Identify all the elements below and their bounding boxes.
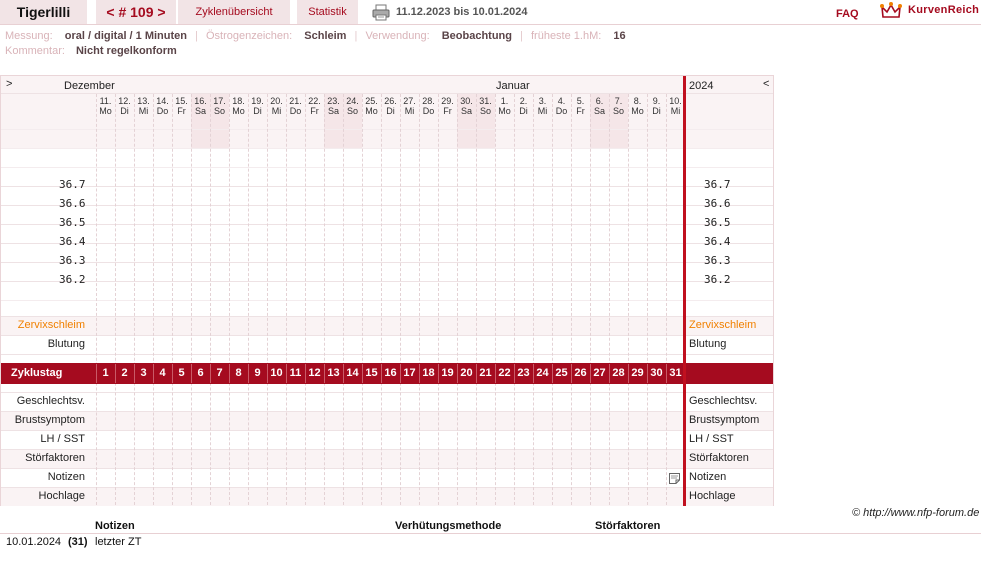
cycle-day-divider xyxy=(533,364,534,383)
day-header-cell[interactable] xyxy=(381,96,400,116)
symptom-row-label-right: Brustsymptom xyxy=(689,414,760,426)
day-header-cell[interactable] xyxy=(96,96,115,116)
day-header-cell[interactable] xyxy=(267,96,286,116)
symptom-row-label-left: Geschlechtsv. xyxy=(16,395,85,407)
symptom-row-label-right: Notizen xyxy=(689,471,727,483)
temperature-gridline xyxy=(1,167,773,168)
temperature-gridline xyxy=(1,205,773,206)
day-date: 9. xyxy=(652,96,661,106)
copyright-text: © http://www.nfp-forum.de xyxy=(852,507,980,519)
separator: | xyxy=(195,30,198,42)
printer-icon[interactable] xyxy=(372,4,390,21)
day-weekday: Sa xyxy=(593,106,605,116)
temperature-gridline xyxy=(1,243,773,244)
day-header-cell[interactable] xyxy=(514,96,533,116)
hm-label: früheste 1.hM: xyxy=(530,30,602,42)
cycle-day-number[interactable]: 27 xyxy=(593,367,606,379)
day-weekday: Fr xyxy=(177,106,186,116)
blutung-label-right: Blutung xyxy=(689,338,727,350)
cycle-day-divider xyxy=(210,364,211,383)
symptom-row-label-right: LH / SST xyxy=(689,433,734,445)
day-gridline xyxy=(514,94,515,505)
day-date: 31. xyxy=(479,96,492,106)
oestrogen-label: Östrogenzeichen: xyxy=(205,30,293,42)
day-weekday: Do xyxy=(555,106,568,116)
cycle-day-number[interactable]: 20 xyxy=(460,367,473,379)
temperature-gridline xyxy=(1,148,773,149)
day-gridline xyxy=(191,94,192,505)
messung-label: Messung: xyxy=(5,30,53,42)
temperature-gridline xyxy=(1,186,773,187)
day-date: 16. xyxy=(194,96,207,106)
year-label: 2024 xyxy=(689,80,714,92)
day-gridline xyxy=(400,94,401,505)
temperature-gridline xyxy=(1,262,773,263)
note-cycle-day: (31) xyxy=(68,536,88,548)
day-date: 18. xyxy=(232,96,245,106)
day-header-cell[interactable] xyxy=(153,96,172,116)
cycle-day-divider xyxy=(495,364,496,383)
day-weekday: Mo xyxy=(99,106,112,116)
temperature-label-right: 36.4 xyxy=(704,235,731,248)
symptom-row xyxy=(1,449,773,468)
messung-value: oral / digital / 1 Minuten xyxy=(64,30,187,42)
crown-icon[interactable] xyxy=(880,2,902,20)
day-weekday: Mo xyxy=(631,106,644,116)
day-date: 20. xyxy=(270,96,283,106)
day-date: 1. xyxy=(500,96,509,106)
day-header-cell[interactable] xyxy=(609,96,628,116)
kommentar-label: Kommentar: xyxy=(5,45,65,57)
day-gridline xyxy=(647,94,648,505)
cycle-day-divider xyxy=(647,364,648,383)
kommentar-value: Nicht regelkonform xyxy=(75,45,177,57)
day-date: 5. xyxy=(576,96,585,106)
cycle-day-divider xyxy=(571,364,572,383)
cycle-day-divider xyxy=(191,364,192,383)
day-date: 26. xyxy=(384,96,397,106)
day-weekday: Di xyxy=(519,106,528,116)
cycle-day-divider xyxy=(324,364,325,383)
day-date: 6. xyxy=(595,96,604,106)
day-header-cell[interactable] xyxy=(533,96,552,116)
cycle-day-number[interactable]: 22 xyxy=(498,367,511,379)
symptom-row xyxy=(1,468,773,487)
day-gridline xyxy=(96,94,97,505)
day-weekday: Mi xyxy=(537,106,548,116)
day-weekday: Sa xyxy=(194,106,206,116)
day-gridline xyxy=(381,94,382,505)
day-date: 22. xyxy=(308,96,321,106)
day-weekday: Di xyxy=(386,106,395,116)
symptom-row xyxy=(1,411,773,430)
gridline xyxy=(1,316,773,317)
nav-next-arrow[interactable]: < xyxy=(763,78,770,90)
temperature-label-left: 36.3 xyxy=(59,254,86,267)
cycle-day-number[interactable]: 30 xyxy=(650,367,663,379)
cycle-day-number[interactable]: 24 xyxy=(536,367,549,379)
day-gridline xyxy=(286,94,287,505)
day-header-cell[interactable] xyxy=(628,96,647,116)
cycle-day-number[interactable]: 8 xyxy=(235,367,242,379)
cycle-day-number[interactable]: 10 xyxy=(270,367,283,379)
faq-link[interactable]: FAQ xyxy=(836,8,859,20)
cycle-day-number[interactable]: 7 xyxy=(216,367,223,379)
day-header-cell[interactable] xyxy=(400,96,419,116)
month-label-december: Dezember xyxy=(64,80,115,92)
day-weekday: Fr xyxy=(310,106,319,116)
day-weekday: Mo xyxy=(365,106,378,116)
separator: | xyxy=(520,30,523,42)
symptom-row-label-left: Störfaktoren xyxy=(25,452,85,464)
cycle-day-number[interactable]: 26 xyxy=(574,367,587,379)
cycle-day-divider xyxy=(343,364,344,383)
gridline xyxy=(1,468,773,469)
temperature-label-left: 36.5 xyxy=(59,216,86,229)
day-weekday: Mi xyxy=(404,106,415,116)
cycle-day-number[interactable]: 29 xyxy=(631,367,644,379)
day-date: 11. xyxy=(99,96,112,106)
cycle-day-divider xyxy=(552,364,553,383)
day-weekday: Di xyxy=(652,106,661,116)
day-gridline xyxy=(666,94,667,505)
day-date: 15. xyxy=(175,96,188,106)
day-weekday: Mi xyxy=(138,106,149,116)
month-label-january: Januar xyxy=(496,80,530,92)
zervix-row xyxy=(1,316,773,335)
symptom-row xyxy=(1,487,773,506)
cycle-day-number[interactable]: 19 xyxy=(441,367,454,379)
nav-prev-arrow[interactable]: > xyxy=(6,78,13,90)
day-header-cell[interactable] xyxy=(476,96,495,116)
cycle-day-number[interactable]: 9 xyxy=(254,367,261,379)
temperature-label-right: 36.2 xyxy=(704,273,731,286)
cycle-day-number[interactable]: 3 xyxy=(140,367,147,379)
cycle-day-number[interactable]: 13 xyxy=(327,367,340,379)
day-date: 4. xyxy=(557,96,566,106)
day-weekday: Do xyxy=(156,106,169,116)
symptom-row-label-right: Hochlage xyxy=(689,490,736,502)
symptom-row-label-right: Störfaktoren xyxy=(689,452,749,464)
notes-column-header: Notizen xyxy=(95,520,135,532)
day-header-cell[interactable] xyxy=(590,96,609,116)
day-gridline xyxy=(210,94,211,505)
cycle-day-divider xyxy=(115,364,116,383)
temperature-label-left: 36.6 xyxy=(59,197,86,210)
day-weekday: Di xyxy=(120,106,129,116)
day-gridline xyxy=(343,94,344,505)
note-text: letzter ZT xyxy=(95,536,142,548)
cycle-day-divider xyxy=(172,364,173,383)
day-weekday: So xyxy=(213,106,225,116)
temperature-gridline xyxy=(1,129,773,130)
day-gridline xyxy=(457,94,458,505)
cycle-day-number[interactable]: 17 xyxy=(403,367,416,379)
day-gridline xyxy=(571,94,572,505)
day-weekday: So xyxy=(612,106,624,116)
cycle-day-divider xyxy=(248,364,249,383)
day-gridline xyxy=(153,94,154,505)
symptom-row xyxy=(1,430,773,449)
day-gridline xyxy=(609,94,610,505)
user-name-tab[interactable]: Tigerlilli xyxy=(0,0,87,24)
day-header-cell[interactable] xyxy=(172,96,191,116)
day-header-cell[interactable] xyxy=(115,96,134,116)
day-header-cell[interactable] xyxy=(191,96,210,116)
day-date: 8. xyxy=(633,96,642,106)
cycle-day-number[interactable]: 4 xyxy=(159,367,166,379)
day-gridline xyxy=(267,94,268,505)
day-weekday: Do xyxy=(289,106,302,116)
day-header-cell[interactable] xyxy=(438,96,457,116)
day-gridline xyxy=(324,94,325,505)
symptom-row-label-left: Hochlage xyxy=(38,490,85,502)
gridline xyxy=(1,411,773,412)
cycle-day-divider xyxy=(267,364,268,383)
cycle-day-divider xyxy=(438,364,439,383)
day-gridline xyxy=(533,94,534,505)
day-gridline xyxy=(248,94,249,505)
gridline xyxy=(1,449,773,450)
day-weekday: Do xyxy=(422,106,435,116)
day-date: 10. xyxy=(669,96,682,106)
temperature-chart xyxy=(0,75,774,506)
day-header-cell[interactable] xyxy=(457,96,476,116)
verwendung-value: Beobachtung xyxy=(441,30,512,42)
cycle-day-number[interactable]: 15 xyxy=(365,367,378,379)
day-date: 2. xyxy=(519,96,528,106)
gridline xyxy=(1,487,773,488)
comment-info xyxy=(5,45,177,57)
cycle-day-number[interactable]: 11 xyxy=(289,367,302,379)
cycle-day-divider xyxy=(96,364,97,383)
day-header-cell[interactable] xyxy=(343,96,362,116)
symptom-row-label-left: Notizen xyxy=(47,471,85,483)
temperature-gridline xyxy=(1,224,773,225)
day-date: 23. xyxy=(327,96,340,106)
cycle-day-number[interactable]: 23 xyxy=(517,367,530,379)
day-date: 25. xyxy=(365,96,378,106)
day-weekday: Sa xyxy=(327,106,339,116)
day-gridline xyxy=(362,94,363,505)
day-gridline xyxy=(476,94,477,505)
cycle-day-number[interactable]: 12 xyxy=(308,367,321,379)
divider xyxy=(0,24,981,25)
cycle-navigation-tab[interactable]: < # 109 > xyxy=(96,0,176,24)
day-weekday: Mo xyxy=(232,106,245,116)
today-marker-line xyxy=(683,76,686,506)
hm-value: 16 xyxy=(613,30,626,42)
cycle-day-number[interactable]: 18 xyxy=(422,367,435,379)
blutung-label-left: Blutung xyxy=(47,338,85,350)
day-date: 28. xyxy=(422,96,435,106)
day-gridline xyxy=(438,94,439,505)
statistics-tab[interactable]: Statistik xyxy=(297,0,358,24)
zervix-label-right: Zervixschleim xyxy=(689,319,757,331)
day-gridline xyxy=(628,94,629,505)
day-header-cell[interactable] xyxy=(210,96,229,116)
temperature-label-right: 36.3 xyxy=(704,254,731,267)
blutung-row xyxy=(1,335,773,354)
cycle-day-divider xyxy=(609,364,610,383)
cycle-day-divider xyxy=(666,364,667,383)
day-date: 27. xyxy=(403,96,416,106)
symptom-row-label-right: Geschlechtsv. xyxy=(689,395,758,407)
cycle-day-divider xyxy=(457,364,458,383)
verwendung-label: Verwendung: xyxy=(365,30,430,42)
temperature-label-left: 36.4 xyxy=(59,235,86,248)
cycle-day-divider xyxy=(381,364,382,383)
day-header-cell[interactable] xyxy=(647,96,666,116)
gridline xyxy=(1,392,773,393)
day-weekday: So xyxy=(346,106,358,116)
temperature-label-right: 36.6 xyxy=(704,197,731,210)
cycle-day-number[interactable]: 16 xyxy=(384,367,397,379)
cycle-day-number[interactable]: 28 xyxy=(612,367,625,379)
temperature-label-right: 36.7 xyxy=(704,178,731,191)
day-date: 30. xyxy=(460,96,473,106)
cycle-day-number[interactable]: 2 xyxy=(121,367,128,379)
day-date: 3. xyxy=(538,96,547,106)
day-header-cell[interactable] xyxy=(495,96,514,116)
cycle-day-number[interactable]: 6 xyxy=(197,367,204,379)
symptom-row xyxy=(1,392,773,411)
gridline xyxy=(1,335,773,336)
gridline xyxy=(1,93,773,94)
day-date: 7. xyxy=(614,96,623,106)
day-date: 29. xyxy=(441,96,454,106)
symptom-row-label-left: LH / SST xyxy=(40,433,85,445)
day-date: 13. xyxy=(137,96,150,106)
cycle-day-divider xyxy=(153,364,154,383)
day-gridline xyxy=(552,94,553,505)
day-date: 21. xyxy=(289,96,302,106)
day-date: 12. xyxy=(118,96,131,106)
cycle-day-number[interactable]: 21 xyxy=(479,367,492,379)
cycle-overview-tab[interactable]: Zyklenübersicht xyxy=(178,0,290,24)
temperature-label-left: 36.7 xyxy=(59,178,86,191)
cycle-day-number[interactable]: 25 xyxy=(555,367,568,379)
cycle-day-divider xyxy=(628,364,629,383)
separator: | xyxy=(354,30,358,42)
cycle-day-divider xyxy=(305,364,306,383)
day-weekday: Fr xyxy=(443,106,452,116)
cycle-day-divider xyxy=(400,364,401,383)
oestrogen-value: Schleim xyxy=(304,30,347,42)
top-navigation xyxy=(0,0,981,25)
zervix-label-left: Zervixschleim xyxy=(17,319,85,331)
date-range: 11.12.2023 bis 10.01.2024 xyxy=(396,6,528,18)
day-date: 24. xyxy=(346,96,359,106)
day-gridline xyxy=(229,94,230,505)
day-header-cell[interactable] xyxy=(248,96,267,116)
day-header-cell[interactable] xyxy=(229,96,248,116)
temperature-label-left: 36.2 xyxy=(59,273,86,286)
day-date: 17. xyxy=(213,96,226,106)
cycle-day-number[interactable]: 1 xyxy=(102,367,109,379)
cycle-day-divider xyxy=(134,364,135,383)
contraception-column-header: Verhütungsmethode xyxy=(395,520,502,532)
day-header-cell[interactable] xyxy=(571,96,590,116)
disturbances-column-header: Störfaktoren xyxy=(595,520,661,532)
day-weekday: Di xyxy=(253,106,262,116)
day-gridline xyxy=(305,94,306,505)
cycle-day-number[interactable]: 31 xyxy=(669,367,682,379)
cycle-day-bar-right xyxy=(686,363,773,384)
cycle-day-number[interactable]: 5 xyxy=(178,367,185,379)
day-gridline xyxy=(134,94,135,505)
cycle-day-divider xyxy=(286,364,287,383)
day-header-cell[interactable] xyxy=(324,96,343,116)
cycle-day-divider xyxy=(590,364,591,383)
day-header-cell[interactable] xyxy=(362,96,381,116)
symptom-row-label-left: Brustsymptom xyxy=(14,414,85,426)
day-header-cell[interactable] xyxy=(286,96,305,116)
day-header-cell[interactable] xyxy=(552,96,571,116)
cycle-day-divider xyxy=(419,364,420,383)
day-gridline xyxy=(495,94,496,505)
temperature-gridline xyxy=(1,281,773,282)
day-gridline xyxy=(419,94,420,505)
cycle-day-number[interactable]: 14 xyxy=(346,367,359,379)
day-weekday: Mi xyxy=(670,106,681,116)
day-date: 19. xyxy=(251,96,264,106)
temperature-label-right: 36.5 xyxy=(704,216,731,229)
gridline xyxy=(1,430,773,431)
day-gridline xyxy=(115,94,116,505)
day-weekday: So xyxy=(479,106,491,116)
note-icon[interactable] xyxy=(669,473,680,484)
day-weekday: Fr xyxy=(576,106,585,116)
day-date: 14. xyxy=(156,96,169,106)
day-header-cell[interactable] xyxy=(134,96,153,116)
note-date: 10.01.2024 xyxy=(6,536,62,548)
divider xyxy=(0,533,981,534)
day-header-cell[interactable] xyxy=(419,96,438,116)
day-weekday: Sa xyxy=(460,106,472,116)
logo-text[interactable]: KurvenReich xyxy=(908,4,980,16)
cycle-day-divider xyxy=(476,364,477,383)
day-gridline xyxy=(172,94,173,505)
day-weekday: Mi xyxy=(271,106,282,116)
measurement-info xyxy=(5,30,626,42)
day-weekday: Mo xyxy=(498,106,511,116)
cycle-day-divider xyxy=(514,364,515,383)
day-gridline xyxy=(590,94,591,505)
cycle-day-divider xyxy=(362,364,363,383)
cycle-day-label: Zyklustag xyxy=(11,367,63,379)
day-header-cell[interactable] xyxy=(305,96,324,116)
temperature-gridline xyxy=(1,300,773,301)
gridline xyxy=(1,354,773,355)
cycle-day-divider xyxy=(229,364,230,383)
